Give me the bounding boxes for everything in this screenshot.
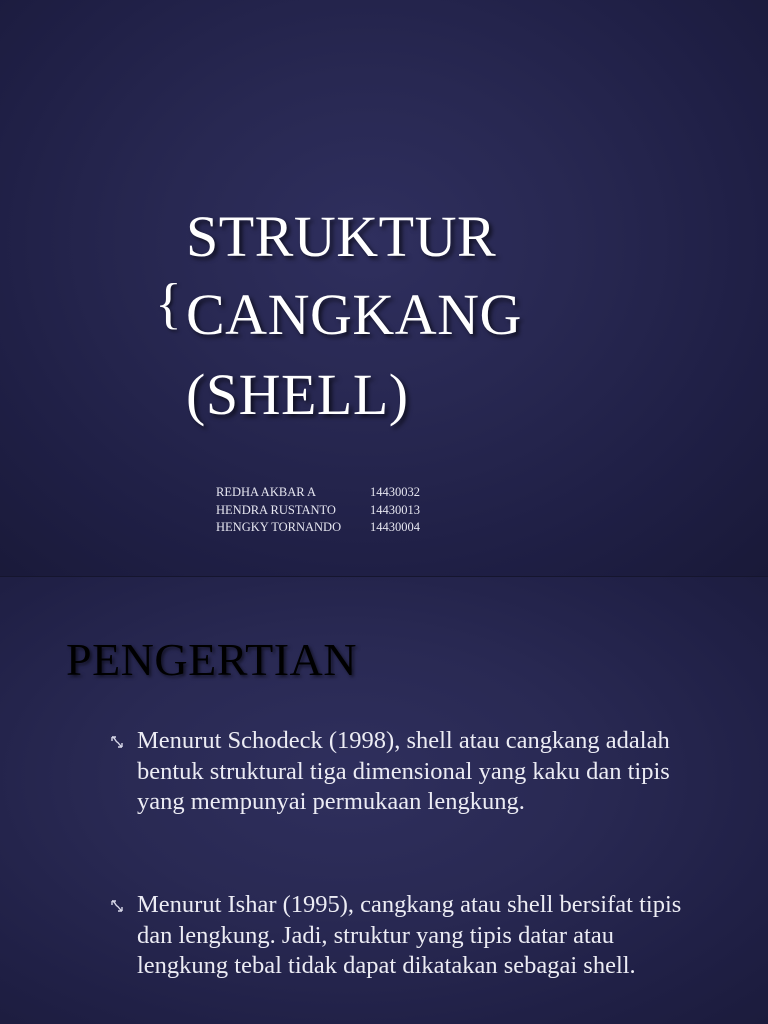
slide-heading: PENGERTIAN xyxy=(66,634,357,685)
bullet-text: Menurut Schodeck (1998), shell atau cangkang adalah bentuk struktural tiga dimensional yang kaku dan tipis yang mempunyai permukaan lengkung. xyxy=(137,727,670,815)
author-id: 14430032 xyxy=(370,485,420,499)
bullet-item xyxy=(110,890,720,982)
title-line-1: STRUKTUR xyxy=(186,204,497,269)
author-row xyxy=(216,484,420,502)
author-row xyxy=(216,519,420,537)
title-line-3: (SHELL) xyxy=(186,362,409,427)
author-id: 14430004 xyxy=(370,520,420,534)
wavy-arrow-bullet-icon xyxy=(110,726,137,818)
author-id: 14430013 xyxy=(370,502,420,517)
wavy-arrow-bullet-icon xyxy=(110,890,137,982)
author-row xyxy=(216,502,420,520)
title-line-2: CANGKANG xyxy=(186,282,522,347)
bullet-text: Menurut Ishar (1995), cangkang atau shell bersifat tipis dan lengkung. Jadi, struktur yang tipis datar atau lengkung tebal tidak dapat dikatakan sebagai shell. xyxy=(137,891,682,979)
author-list xyxy=(216,484,420,537)
author-name: HENGKY TORNANDO xyxy=(216,520,342,534)
bullet-item xyxy=(110,726,720,818)
author-name: REDHA AKBAR A xyxy=(216,485,317,499)
title-brace: { xyxy=(155,273,182,335)
author-name: HENDRA RUSTANTO xyxy=(216,502,336,517)
